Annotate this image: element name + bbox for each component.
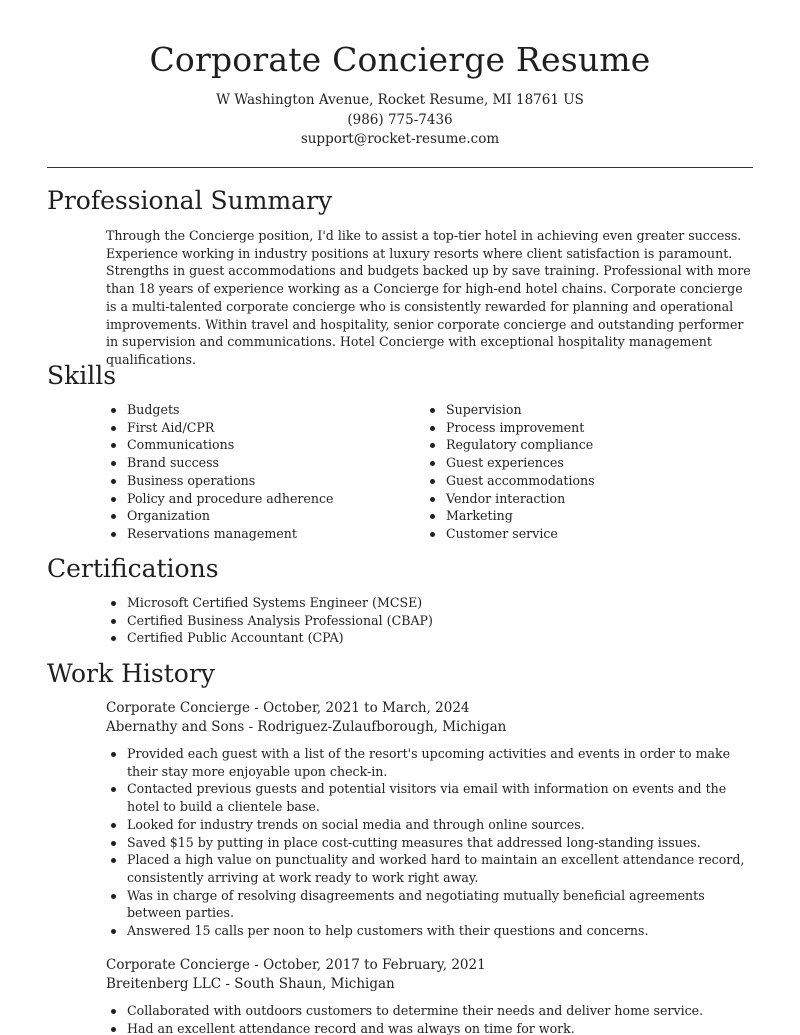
summary-text: Through the Concierge position, I'd like to assist a top-tier hotel in achieving even greater success. Experience working in industry positions at luxury resorts where client satisfaction is paramount. Strengths in guest accommodations and budgets backed up by save training. Professional with more than 18 years of experience working as a Concierge for high-end hotel chains. Corporate concierge is a multi-talented corporate concierge who is consistently rewarded for planning and operational improvements. Within travel and hospitality, senior corporate concierge and outstanding performer in supervision and communications. Hotel Concierge with exceptional hospitality management qualifications. [106,228,751,367]
skill-item: First Aid/CPR [106,419,406,437]
skills-heading: Skills [47,361,117,390]
header-divider [47,167,753,168]
contact-email: support@rocket-resume.com [300,131,500,147]
skills-list-right [425,401,725,543]
job-duty-item: Contacted previous guests and potential visitors via email with information on events and the hotel to build a clientele base. [106,780,746,815]
skills-list-left [106,401,406,543]
summary-heading: Professional Summary [47,186,333,215]
skill-item: Guest accommodations [425,472,725,490]
resume-title: Corporate Concierge Resume [149,40,651,79]
skill-item: Brand success [106,454,406,472]
certification-item: Certified Business Analysis Professional (CBAP) [106,612,433,630]
skill-item: Guest experiences [425,454,725,472]
job-duty-item: Had an excellent attendance record and was always on time for work. [106,1020,746,1035]
skill-item: Process improvement [425,419,725,437]
job-company-line: Breitenberg LLC - South Shaun, Michigan [106,976,395,992]
job-duties-list [106,1002,746,1035]
certifications-list [106,594,433,647]
job-role-line: Corporate Concierge - October, 2021 to March, 2024 [106,700,470,716]
skill-item: Regulatory compliance [425,436,725,454]
job-duty-item: Saved $15 by putting in place cost-cutting measures that addressed long-standing issues. [106,834,746,852]
job-header [106,699,506,737]
work-history-heading: Work History [47,659,215,688]
job-role-line: Corporate Concierge - October, 2017 to February, 2021 [106,957,486,973]
job-duty-item: Placed a high value on punctuality and worked hard to maintain an excellent attendance record, consistently arriving at work ready to work right away. [106,851,746,886]
job-duty-item: Was in charge of resolving disagreements and negotiating mutually beneficial agreements between parties. [106,887,746,922]
job-duty-item: Collaborated with outdoors customers to determine their needs and deliver home service. [106,1002,746,1020]
skill-item: Budgets [106,401,406,419]
skill-item: Marketing [425,507,725,525]
resume-header [0,0,800,150]
contact-address: W Washington Avenue, Rocket Resume, MI 18761 US [216,92,584,108]
certification-item: Certified Public Accountant (CPA) [106,629,433,647]
job-duty-item: Looked for industry trends on social media and through online sources. [106,816,746,834]
skill-item: Communications [106,436,406,454]
certification-item: Microsoft Certified Systems Engineer (MCSE) [106,594,433,612]
skill-item: Business operations [106,472,406,490]
job-header [106,956,486,994]
job-company-line: Abernathy and Sons - Rodriguez-Zulaufborough, Michigan [106,719,507,735]
skill-item: Customer service [425,525,725,543]
skill-item: Vendor interaction [425,490,725,508]
job-duties-list [106,745,746,940]
skill-item: Reservations management [106,525,406,543]
skill-item: Policy and procedure adherence [106,490,406,508]
contact-phone: (986) 775-7436 [347,111,453,128]
skill-item: Organization [106,507,406,525]
job-duty-item: Provided each guest with a list of the resort's upcoming activities and events in order to make their stay more enjoyable upon check-in. [106,745,746,780]
certifications-heading: Certifications [47,554,219,583]
job-duty-item: Answered 15 calls per noon to help customers with their questions and concerns. [106,922,746,940]
skill-item: Supervision [425,401,725,419]
